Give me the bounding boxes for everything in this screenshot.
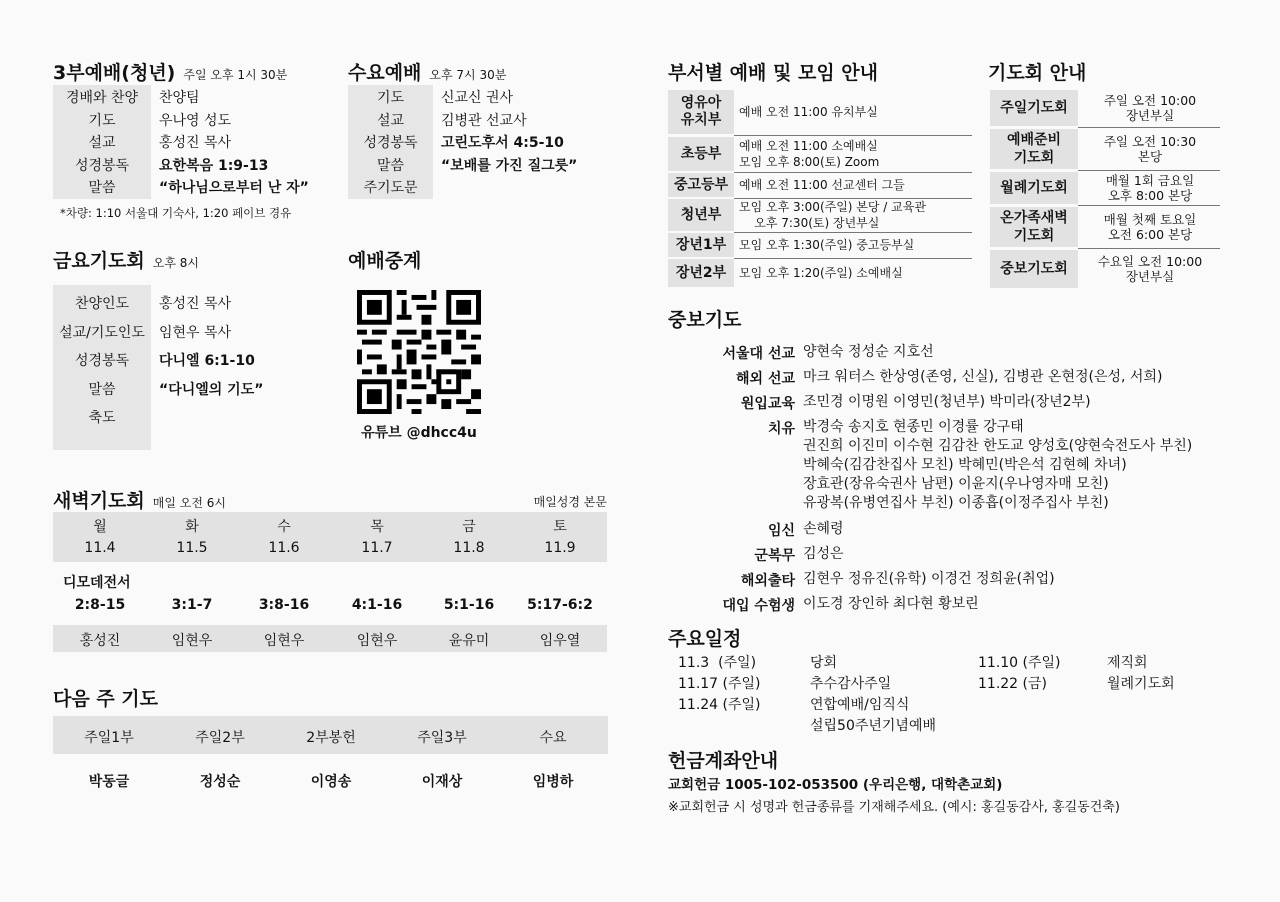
- service-row-value: “다니엘의 기도”: [159, 381, 264, 398]
- next-week-name: 이재상: [421, 774, 463, 790]
- service-row-value: 홍성진 목사: [159, 135, 232, 151]
- service-row: [348, 86, 513, 108]
- intercession-category: 서울대 선교: [722, 346, 795, 362]
- dawn-date: 11.5: [176, 540, 208, 556]
- prayer-meetings-title: 기도회 안내: [988, 62, 1087, 84]
- service-row: [348, 131, 564, 153]
- prayer-meeting-divider: [1078, 205, 1220, 206]
- prayer-meeting-detail: 매월 첫째 토요일: [1103, 212, 1197, 227]
- intercession-names: 김성은: [803, 546, 844, 562]
- next-week-name: 이영송: [310, 774, 352, 790]
- intercession-names: 조민경 이명원 이영민(청년부) 박미라(장년2부): [803, 394, 1091, 410]
- dawn-day: 토: [553, 519, 567, 535]
- service-row: [348, 176, 441, 198]
- service-row-label: 설교/기도인도: [59, 324, 145, 341]
- intercession-names: 김현우 정유진(유학) 이경건 정희윤(취업): [803, 571, 1055, 587]
- schedule-event: 추수감사주일: [810, 676, 892, 692]
- dawn-passage: 5:1-16: [443, 597, 495, 613]
- next-week-name: 박동글: [88, 774, 130, 790]
- department-divider: [734, 232, 972, 233]
- wednesday-heading: [348, 58, 506, 85]
- intercession-names: 권진희 이진미 이수현 김감찬 한도교 양성호(양현숙전도사 부친): [803, 438, 1193, 454]
- service-row-label: 성경봉독: [363, 135, 418, 151]
- department-divider: [734, 258, 972, 259]
- service-row-value: 고린도후서 4:5-10: [441, 135, 564, 151]
- department-name: 중고등부: [673, 176, 729, 193]
- dawn-date: 11.8: [453, 540, 485, 556]
- schedule-event: 연합예배/임직식: [810, 697, 910, 713]
- intercession-names: 박혜숙(김감찬집사 모친) 박혜민(박은석 김현혜 차녀): [803, 457, 1127, 473]
- intercession-title: 중보기도: [668, 309, 742, 331]
- dawn-passage: 5:17-6:2: [527, 597, 593, 613]
- intercession-names: 이도경 장인하 최다현 황보린: [803, 596, 979, 612]
- schedule-date: 11.10 (주일): [978, 655, 1061, 671]
- friday-heading: [53, 246, 199, 273]
- service-row-value: “보배를 가진 질그릇”: [441, 157, 578, 174]
- offering-note: ※교회헌금 시 성명과 헌금종류를 기재해주세요. (예시: 홍길동감사, 홍길동건축): [668, 800, 1120, 815]
- service-row-label: 설교: [376, 112, 405, 129]
- schedule-date: 11.3 (주일): [678, 655, 757, 671]
- department-detail: 예배 오전 11:00 유치부실: [739, 105, 878, 119]
- broadcast-title: 예배중계: [348, 250, 422, 272]
- schedule-event: 설립50주년기념예배: [810, 718, 937, 734]
- dawn-leader: 윤유미: [448, 633, 490, 649]
- dawn-day: 월: [93, 519, 107, 535]
- prayer-meeting-name: 중보기도회: [1000, 261, 1068, 277]
- service-row-label: 경배와 찬양: [65, 90, 139, 106]
- prayer-meeting-detail: 매월 1회 금요일: [1105, 173, 1195, 188]
- service-row-value: 신교신 권사: [441, 90, 514, 106]
- service-row: [53, 349, 255, 371]
- dawn-heading: [53, 486, 226, 513]
- service-row-value: 찬양팀: [159, 90, 200, 106]
- department-detail: 오후 7:30(토) 장년부실: [739, 216, 880, 230]
- youtube-caption: 유튜브 @dhcc4u: [361, 425, 477, 441]
- department-name: 청년부: [680, 206, 722, 223]
- next-week-title: 다음 주 기도: [53, 688, 158, 710]
- intercession-names: 양현숙 정성순 지호선: [803, 344, 934, 360]
- service-row-value: 요한복음 1:9-13: [159, 157, 269, 174]
- service-row-label: 주기도문: [363, 180, 418, 196]
- dawn-passage: 3:1-7: [171, 597, 213, 613]
- prayer-meeting-name: 온가족새벽 기도회: [1000, 210, 1068, 244]
- service-row: [53, 321, 231, 343]
- service-row: [53, 109, 231, 131]
- dawn-leader: 임현우: [263, 633, 305, 649]
- service-row-value: 우나영 성도: [159, 112, 232, 129]
- dawn-book: 디모데전서: [63, 575, 131, 591]
- schedule-event: 당회: [810, 655, 838, 671]
- dawn-right-note: 매일성경 본문: [533, 495, 607, 509]
- qr-code[interactable]: [357, 290, 481, 414]
- dawn-passage: 3:8-16: [258, 597, 310, 613]
- service-row: [348, 154, 577, 176]
- prayer-meeting-detail: 주일 오전 10:30: [1103, 134, 1197, 149]
- intercession-names: 박경숙 송지호 현종민 이경률 강구태: [803, 419, 1024, 435]
- next-week-service: 주일1부: [84, 730, 134, 746]
- intercession-names: 마크 워터스 한상영(존영, 신실), 김병관 온현정(은성, 서희): [803, 369, 1163, 385]
- service-row: [53, 378, 263, 400]
- next-week-service: 주일2부: [195, 730, 245, 746]
- worship3-time: 주일 오후 1시 30분: [183, 68, 288, 82]
- dawn-leader: 임현우: [356, 633, 398, 649]
- schedule-title: 주요일정: [668, 628, 742, 650]
- service-row: [53, 292, 231, 314]
- service-row: [53, 406, 159, 428]
- department-name: 장년2부: [675, 264, 727, 281]
- dawn-leader: 홍성진: [79, 633, 121, 649]
- service-row-label: 성경봉독: [74, 353, 130, 369]
- prayer-meeting-name: 주일기도회: [1000, 100, 1068, 116]
- prayer-meeting-detail: 장년부실: [1125, 269, 1175, 284]
- service-row-label: 설교: [88, 135, 116, 151]
- service-row-label: 축도: [88, 410, 116, 426]
- dawn-passage: 2:8-15: [74, 597, 126, 613]
- dawn-date: 11.6: [268, 540, 300, 556]
- dawn-date: 11.4: [84, 540, 116, 556]
- department-name: 장년1부: [675, 236, 727, 253]
- dawn-date: 11.9: [544, 540, 576, 556]
- service-row-label: 말씀: [88, 180, 116, 196]
- department-name: 초등부: [680, 145, 722, 162]
- service-row-label: 말씀: [88, 381, 116, 398]
- department-name: 영유아 유치부: [680, 95, 722, 128]
- dawn-passage: 4:1-16: [351, 597, 403, 613]
- dawn-leader: 임현우: [171, 633, 213, 649]
- dawn-day: 수: [277, 519, 291, 535]
- prayer-meeting-divider: [1078, 127, 1220, 128]
- next-week-name: 임병하: [532, 774, 574, 790]
- schedule-event: 월례기도회: [1107, 676, 1175, 692]
- intercession-names: 장효관(장유숙권사 남편) 이윤지(우나영자매 모친): [803, 476, 1109, 492]
- intercession-category: 치유: [767, 421, 795, 437]
- prayer-meeting-detail: 수요일 오전 10:00: [1097, 254, 1203, 269]
- intercession-names: 유광복(유병연집사 부친) 이종흡(이정주집사 부친): [803, 495, 1109, 511]
- prayer-meeting-name: 월례기도회: [1000, 180, 1068, 196]
- dawn-day: 금: [462, 519, 476, 535]
- department-detail: 모임 오후 1:20(주일) 소예배실: [739, 266, 903, 280]
- intercession-category: 원입교육: [740, 396, 795, 412]
- worship3-note: *차량: 1:10 서울대 기숙사, 1:20 페이브 경유: [60, 206, 292, 220]
- service-row-value: 홍성진 목사: [159, 296, 232, 312]
- schedule-date: 11.17 (주일): [678, 676, 761, 692]
- prayer-meeting-detail: 오후 8:00 본당: [1107, 188, 1193, 203]
- schedule-date: 11.22 (금): [978, 676, 1047, 692]
- prayer-meeting-divider: [1078, 248, 1220, 249]
- dawn-leader: 임우열: [539, 633, 581, 649]
- departments-title: 부서별 예배 및 모임 안내: [668, 62, 878, 84]
- next-week-name: 정성순: [199, 774, 241, 790]
- dawn-title: 새벽기도회: [53, 490, 145, 512]
- department-detail: 모임 오후 8:00(토) Zoom: [739, 155, 880, 169]
- service-row-label: 기도: [376, 90, 405, 106]
- offering-title: 헌금계좌안내: [668, 750, 779, 772]
- worship3-heading: [53, 58, 287, 85]
- department-detail: 예배 오전 11:00 선교센터 그들: [739, 178, 905, 192]
- next-week-service: 주일3부: [417, 730, 467, 746]
- dawn-day: 화: [185, 519, 199, 535]
- schedule-event: 제직회: [1107, 655, 1148, 671]
- prayer-meeting-detail: 본당: [1137, 149, 1163, 164]
- department-detail: 예배 오전 11:00 소예배실: [739, 139, 878, 153]
- department-detail: 모임 오후 3:00(주일) 본당 / 교육관: [739, 200, 926, 214]
- department-divider: [734, 135, 972, 136]
- intercession-category: 대입 수험생: [722, 598, 795, 614]
- dawn-date: 11.7: [361, 540, 393, 556]
- friday-title: 금요기도회: [53, 250, 145, 272]
- department-detail: 모임 오후 1:30(주일) 중고등부실: [739, 238, 915, 252]
- wednesday-time: 오후 7시 30분: [429, 68, 507, 82]
- service-row-value: 다니엘 6:1-10: [159, 353, 255, 369]
- service-row: [53, 131, 231, 153]
- prayer-meeting-detail: 장년부실: [1125, 108, 1175, 123]
- service-row-label: 말씀: [376, 157, 405, 174]
- service-row-value: 김병관 선교사: [441, 112, 527, 129]
- worship3-title: 3부예배(청년): [53, 62, 176, 84]
- service-row: [53, 154, 268, 176]
- dawn-day: 목: [370, 519, 384, 535]
- service-row: [53, 86, 200, 108]
- intercession-names: 손혜령: [803, 521, 844, 537]
- service-row-label: 찬양인도: [74, 296, 130, 312]
- intercession-category: 해외 선교: [736, 371, 795, 387]
- intercession-category: 해외출타: [740, 573, 795, 589]
- next-week-service: 수요: [539, 730, 567, 746]
- next-week-service: 2부봉헌: [306, 730, 356, 746]
- dawn-time: 매일 오전 6시: [152, 496, 227, 510]
- intercession-category: 임신: [767, 523, 795, 539]
- intercession-category: 군복무: [754, 548, 795, 564]
- service-row-value: 임현우 목사: [159, 324, 232, 341]
- friday-time: 오후 8시: [152, 256, 200, 270]
- service-row: [53, 176, 309, 198]
- wednesday-title: 수요예배: [348, 62, 422, 84]
- service-row: [348, 109, 527, 131]
- prayer-meeting-name: 예배준비 기도회: [1006, 132, 1062, 166]
- prayer-meeting-detail: 주일 오전 10:00: [1103, 93, 1197, 108]
- prayer-meeting-divider: [1078, 170, 1220, 171]
- department-divider: [734, 172, 972, 173]
- prayer-meeting-detail: 오전 6:00 본당: [1107, 227, 1193, 242]
- service-row-label: 기도: [88, 112, 116, 129]
- schedule-date: 11.24 (주일): [678, 697, 761, 713]
- offering-account: 교회헌금 1005-102-053500 (우리은행, 대학촌교회): [668, 777, 1003, 793]
- service-row-value: “하나님으로부터 난 자”: [159, 180, 309, 196]
- service-row-label: 성경봉독: [74, 157, 130, 174]
